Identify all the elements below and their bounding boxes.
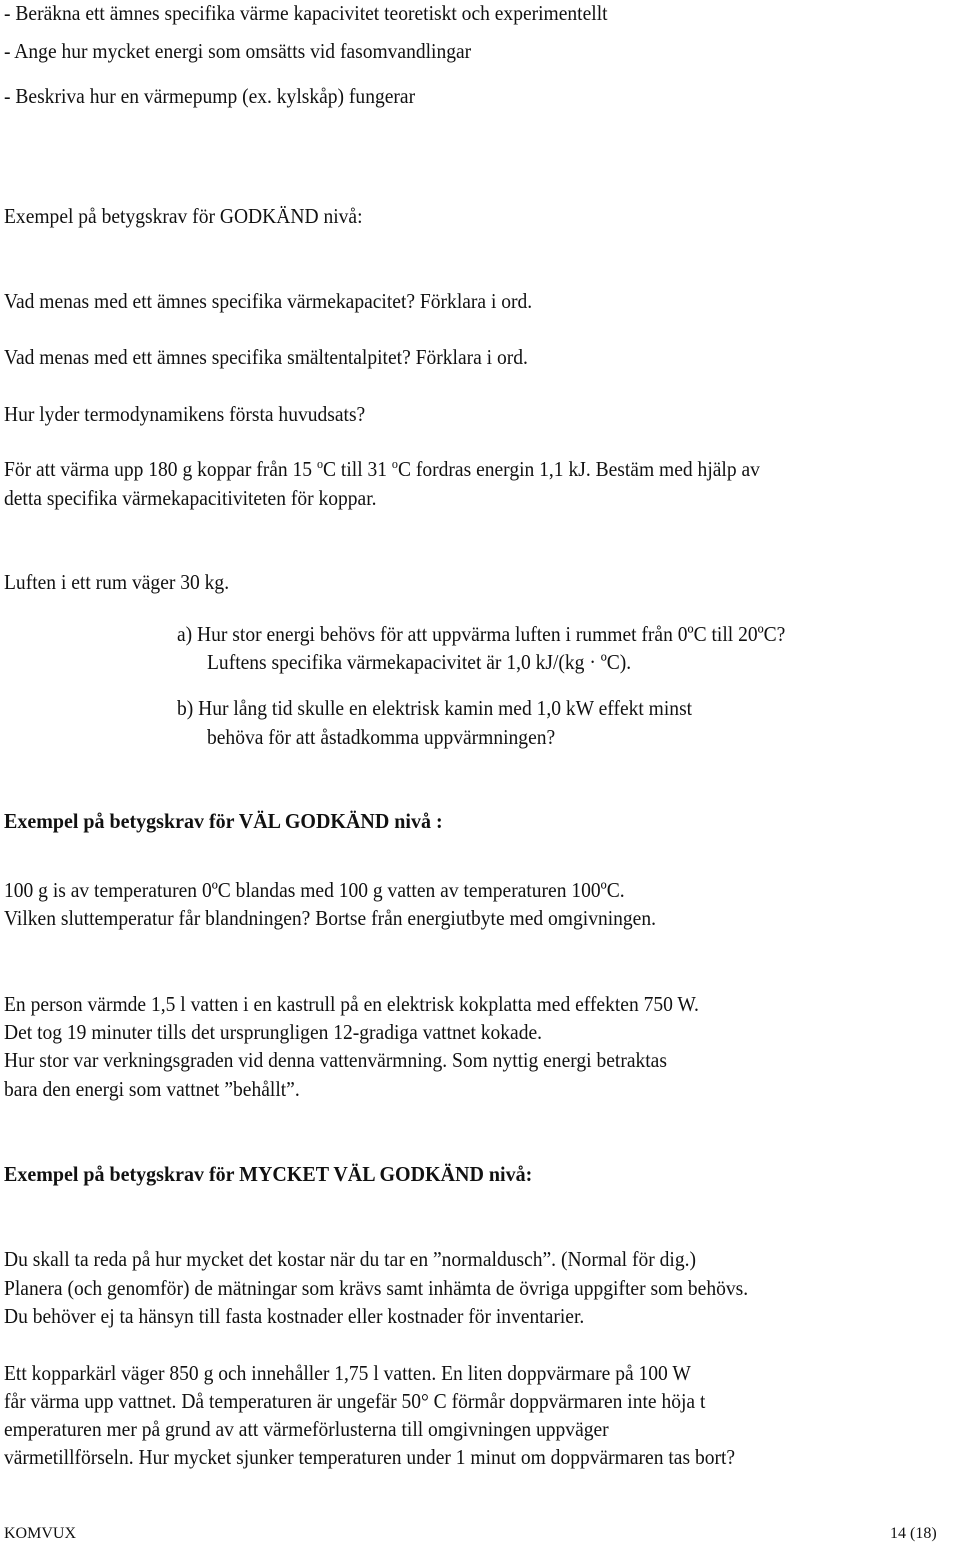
q4-degree-2: o [391,456,398,471]
val-godkand-problem-2-line-2: Det tog 19 minuter tills det ursprungligen 12-gradiga vattnet kokade. [4,1020,543,1044]
val-godkand-problem-1-line-2: Vilken sluttemperatur får blandningen? Bortse från energiutbyte med omgivningen. [4,906,657,930]
mvg-problem-2-line-4: värmetillförseln. Hur mycket sjunker temperaturen under 1 minut om doppvärmaren tas bort? [4,1445,736,1469]
godkand-question-2: Vad menas med ett ämnes specifika smältentalpitet? Förklara i ord. [4,345,528,369]
mvg-problem-2-line-2: får värma upp vattnet. Då temperaturen är ungefär 50° C förmår doppvärmaren inte höja t [4,1389,706,1413]
mvg-problem-1-line-2: Planera (och genomför) de mätningar som krävs samt inhämta de övriga uppgifter som behövs. [4,1276,749,1300]
intro-line-1: - Beräkna ett ämnes specifika värme kapacivitet teoretiskt och experimentellt [4,1,608,25]
q4-text-3: C fordras energin 1,1 kJ. Bestäm med hjälp av [397,457,760,481]
footer-left: KOMVUX [4,1525,76,1542]
question-5a-line-2: Luftens specifika värmekapacivitet är 1,0 kJ/(kg · ºC). [207,650,632,674]
q4-text-1: För att värma upp 180 g koppar från 15 [4,457,317,481]
mvg-problem-2-line-1: Ett kopparkärl väger 850 g och innehåller 1,75 l vatten. En liten doppvärmare på 100 W [4,1361,691,1385]
mvg-problem-1-line-1: Du skall ta reda på hur mycket det kostar när du tar en ”normaldusch”. (Normal för dig.) [4,1247,696,1271]
val-godkand-heading: Exempel på betygskrav för VÄL GODKÄND nivå : [4,809,443,833]
question-5a-line-1: a) Hur stor energi behövs för att uppvärma luften i rummet från 0ºC till 20ºC? [177,622,786,646]
mvg-problem-1-line-3: Du behöver ej ta hänsyn till fasta kostnader eller kostnader för inventarier. [4,1304,585,1328]
godkand-question-4 [4,456,760,482]
val-godkand-problem-2-line-3: Hur stor var verkningsgraden vid denna vattenvärmning. Som nyttig energi betraktas [4,1048,667,1072]
val-godkand-problem-1-line-1: 100 g is av temperaturen 0ºC blandas med 100 g vatten av temperaturen 100ºC. [4,878,625,902]
godkand-question-5-intro: Luften i ett rum väger 30 kg. [4,570,230,594]
val-godkand-problem-2-line-1: En person värmde 1,5 l vatten i en kastrull på en elektrisk kokplatta med effekten 750 W. [4,992,699,1016]
mvg-problem-2-line-3: emperaturen mer på grund av att värmeförlusterna till omgivningen uppväger [4,1417,609,1441]
godkand-heading: Exempel på betygskrav för GODKÄND nivå: [4,204,363,228]
q4-degree-1: o [316,456,324,471]
question-5b-line-1: b) Hur lång tid skulle en elektrisk kamin med 1,0 kW effekt minst [177,696,693,720]
footer-page-number: 14 (18) [890,1525,937,1542]
val-godkand-problem-2-line-4: bara den energi som vattnet ”behållt”. [4,1077,300,1101]
godkand-question-4-line-2: detta specifika värmekapacitiviteten för koppar. [4,486,377,510]
intro-line-2: - Ange hur mycket energi som omsätts vid fasomvandlingar [4,39,472,63]
q4-text-2: C till 31 [323,457,392,481]
godkand-question-1: Vad menas med ett ämnes specifika värmekapacitet? Förklara i ord. [4,289,533,313]
mycket-val-godkand-heading: Exempel på betygskrav för MYCKET VÄL GODKÄND nivå: [4,1162,533,1186]
intro-line-3: - Beskriva hur en värmepump (ex. kylskåp) fungerar [4,84,416,108]
question-5b-line-2: behöva för att åstadkomma uppvärmningen? [207,725,556,749]
godkand-question-3: Hur lyder termodynamikens första huvudsats? [4,402,366,426]
